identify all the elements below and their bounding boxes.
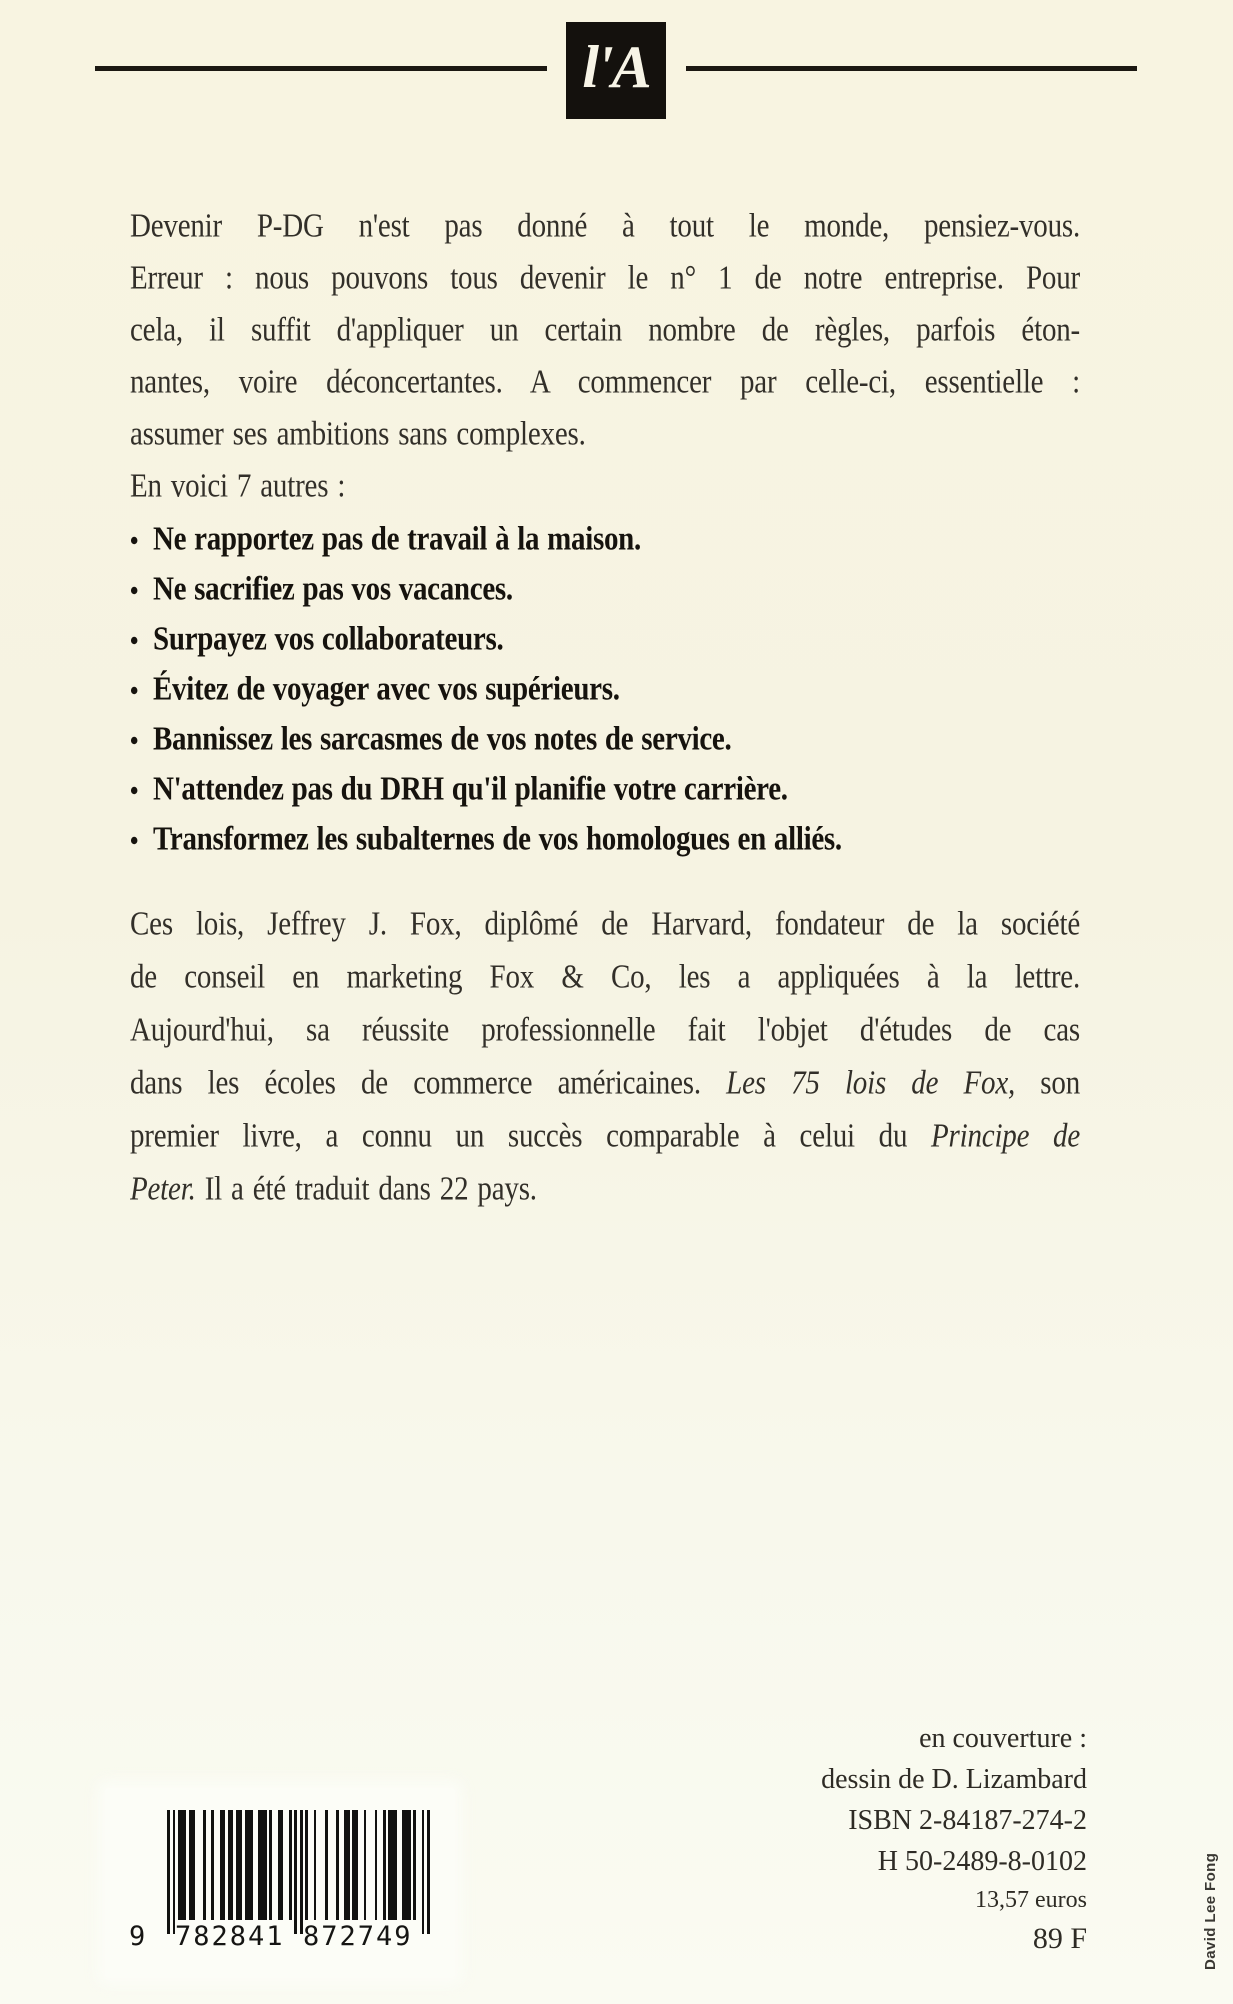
barcode-bar: [289, 1810, 292, 1920]
masthead-rule-right: [686, 66, 1137, 71]
price-euros: 13,57 euros: [975, 1887, 1087, 1913]
barcode-bar: [422, 1810, 425, 1934]
rule-item: [130, 660, 1080, 718]
intro-line: Devenir P-DG n'est pas donné à tout le monde, pensiez-vous.: [130, 207, 1080, 245]
barcode-bar: [258, 1810, 266, 1920]
reference-code: H 50-2489-8-0102: [877, 1846, 1087, 1877]
barcode-bar: [236, 1810, 242, 1920]
bullet-icon: •: [130, 526, 139, 557]
intro-line: cela, il suffit d'appliquer un certain nombre de règles, parfois éton-: [130, 311, 1080, 349]
blurb: [130, 200, 1080, 1216]
barcode-bar: [402, 1810, 410, 1920]
bullet-icon: •: [130, 726, 139, 757]
author-line: [130, 1106, 1080, 1167]
bullet-icon: •: [130, 626, 139, 657]
barcode-digit-group: 782841: [175, 1921, 285, 1952]
barcode-bar: [245, 1810, 253, 1920]
intro-line: assumer ses ambitions sans complexes.: [130, 415, 586, 453]
author-paragraph: [130, 898, 1080, 1216]
author-line: [130, 1159, 1080, 1220]
text-segment: premier livre, a connu un succès comparable à celui du: [130, 1117, 932, 1155]
intro-line: En voici 7 autres :: [130, 467, 346, 505]
intro-line: nantes, voire déconcertantes. A commencer par celle-ci, essentielle :: [130, 363, 1080, 401]
rule-text: Ne sacrifiez pas vos vacances.: [153, 570, 513, 608]
barcode-bar: [352, 1810, 358, 1920]
barcode-bar: [300, 1810, 303, 1934]
barcode-bar: [383, 1810, 386, 1920]
rule-text: N'attendez pas du DRH qu'il planifie votre carrière.: [153, 770, 788, 808]
rule-text: Transformez les subalternes de vos homologues en alliés.: [153, 820, 842, 858]
rule-item: [130, 760, 1080, 818]
barcode-bar: [336, 1810, 339, 1920]
barcode-bar: [269, 1810, 272, 1920]
text-segment: Principe de: [931, 1117, 1080, 1155]
barcode-digit-group: 9: [129, 1921, 148, 1952]
price-francs: 89 F: [1032, 1922, 1087, 1955]
barcode-digit-group: 872749: [303, 1921, 413, 1952]
text-segment: Ces lois, Jeffrey J. Fox, diplômé de Harvard, fondateur de la société: [130, 905, 1080, 943]
barcode-digits: [105, 1920, 455, 1954]
rule-text: Ne rapportez pas de travail à la maison.: [153, 520, 641, 558]
rule-item: [130, 610, 1080, 668]
barcode-bar: [228, 1810, 234, 1920]
author-line: [130, 894, 1080, 955]
barcode-bar: [203, 1810, 206, 1920]
rule-text: Bannissez les sarcasmes de vos notes de service.: [153, 720, 732, 758]
intro-line: Erreur : nous pouvons tous devenir le n° 1 de notre entreprise. Pour: [130, 259, 1080, 297]
barcode-bar: [413, 1810, 416, 1920]
masthead-rule-left: [95, 66, 547, 71]
intro-paragraph: [130, 200, 1080, 512]
barcode-bar: [211, 1810, 214, 1920]
rule-item: [130, 560, 1080, 618]
barcode-bar: [364, 1810, 367, 1920]
barcode-bar: [325, 1810, 328, 1920]
barcode-bar: [189, 1810, 195, 1920]
publisher-logo: [566, 22, 666, 119]
barcode-bar: [344, 1810, 350, 1920]
author-line: [130, 1000, 1080, 1061]
bullet-icon: •: [130, 676, 139, 707]
masthead: [0, 22, 1233, 120]
rule-item: [130, 510, 1080, 568]
text-segment: dans les écoles de commerce américaines.: [130, 1064, 727, 1102]
bullet-icon: •: [130, 826, 139, 857]
text-segment: son: [1015, 1064, 1080, 1102]
barcode-bar: [278, 1810, 284, 1920]
barcode-bar: [305, 1810, 308, 1920]
rule-item: [130, 810, 1080, 868]
barcode-bar: [388, 1810, 396, 1920]
barcode-bar: [220, 1810, 226, 1920]
barcode-bar: [427, 1810, 430, 1934]
colophon: [821, 1718, 1087, 1960]
text-segment: Il a été traduit dans 22 pays.: [195, 1170, 537, 1208]
barcode-bar: [178, 1810, 186, 1920]
isbn: ISBN 2-84187-274-2: [848, 1805, 1087, 1836]
text-segment: Peter.: [130, 1170, 196, 1208]
author-line: [130, 1053, 1080, 1114]
barcode-bar: [294, 1810, 297, 1934]
barcode-bar: [375, 1810, 378, 1920]
illustrator-credit: David Lee Fong: [1202, 1852, 1219, 1970]
barcode-bar: [167, 1810, 170, 1934]
cover-credit-line: en couverture :: [919, 1723, 1087, 1754]
text-segment: Les 75 lois de Fox,: [726, 1064, 1016, 1102]
text-segment: de conseil en marketing Fox & Co, les a appliquées à la lettre.: [130, 958, 1080, 996]
bullet-icon: •: [130, 776, 139, 807]
author-line: [130, 947, 1080, 1008]
barcode-panel: [105, 1788, 455, 1978]
rule-item: [130, 710, 1080, 768]
cover-credit-line: dessin de D. Lizambard: [821, 1764, 1087, 1795]
publisher-logo-text: l'A: [582, 34, 650, 100]
barcode-bars: [167, 1810, 430, 1934]
barcode-bar: [173, 1810, 176, 1934]
text-segment: Aujourd'hui, sa réussite professionnelle fait l'objet d'études de cas: [130, 1011, 1080, 1049]
barcode-bar: [314, 1810, 317, 1920]
bullet-icon: •: [130, 576, 139, 607]
rule-text: Évitez de voyager avec vos supérieurs.: [153, 670, 620, 708]
rules-list: [130, 514, 1080, 864]
rule-text: Surpayez vos collaborateurs.: [153, 620, 504, 658]
